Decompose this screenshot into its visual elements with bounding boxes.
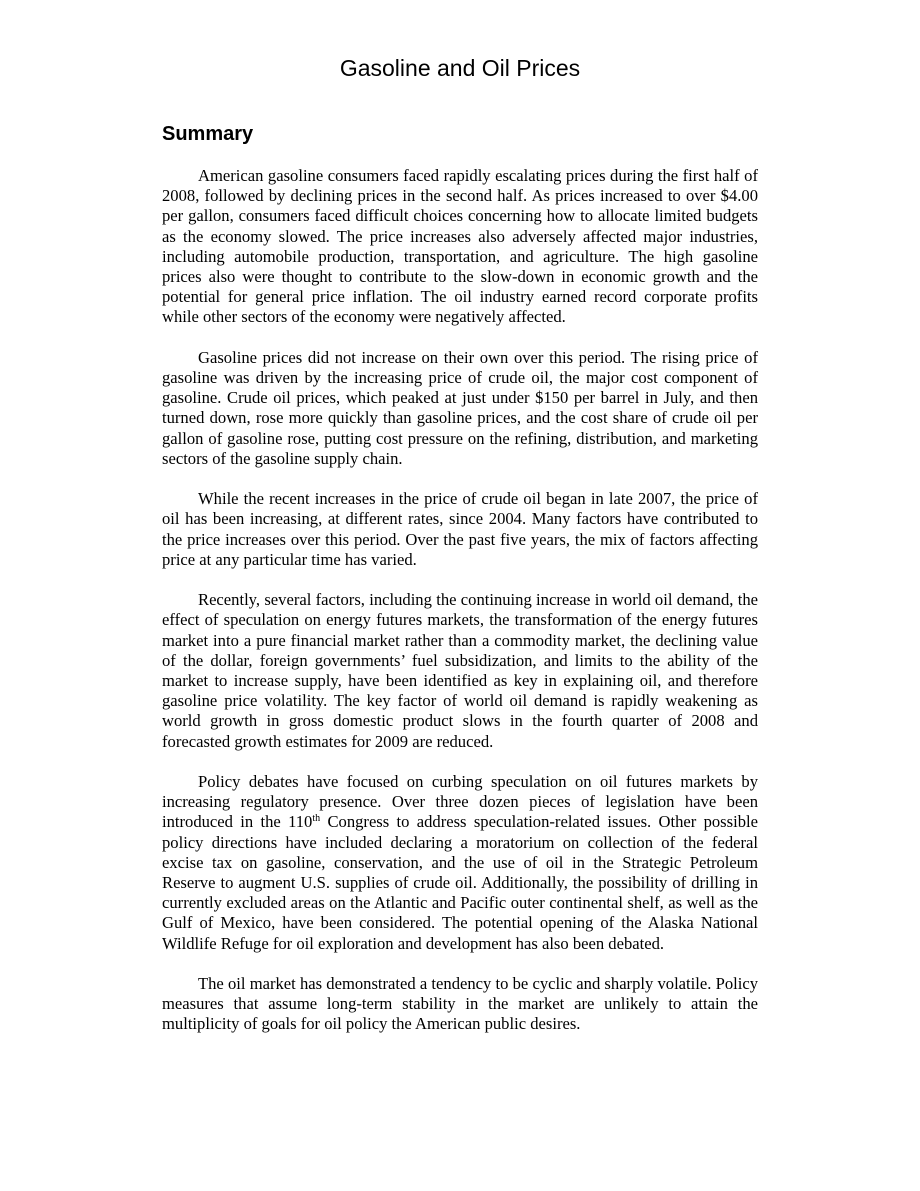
section-heading-summary: Summary	[162, 123, 254, 145]
paragraph-text-part: Policy debates have focused on curbing speculation on oil futures markets by increasing regulatory presence. Over three dozen pieces of legislation have been introduced in the 110	[162, 772, 758, 832]
paragraph: Gasoline prices did not increase on their own over this period. The rising price of gasoline was driven by the increasing price of crude oil, the major cost component of gasoline. Crude oil prices, which peaked at just under $150 per barrel in July, and then turned down, rose more quickly than gasoline prices, and the cost share of crude oil per gallon of gasoline rose, putting cost pressure on the refining, distribution, and marketing sectors of the gasoline supply chain.	[162, 347, 758, 468]
paragraph-policy-debates	[162, 772, 758, 954]
paragraph: American gasoline consumers faced rapidly escalating prices during the first half of 2008, followed by declining prices in the second half. As prices increased to over $4.00 per gallon, consumers faced difficult choices concerning how to allocate limited budgets as the economy slowed. The price increases also adversely affected major industries, including automobile production, transportation, and agriculture. The high gasoline prices also were thought to contribute to the slow-down in economic growth and the potential for general price inflation. The oil industry earned record corporate profits while other sectors of the economy were negatively affected.	[162, 166, 758, 327]
paragraph: Recently, several factors, including the continuing increase in world oil demand, the effect of speculation on energy futures markets, the transformation of the energy futures market into a pure financial market rather than a commodity market, the declining value of the dollar, foreign governments’ fuel subsidization, and limits to the ability of the market to increase supply, have been identified as key in explaining oil, and therefore gasoline price volatility. The key factor of world oil demand is rapidly weakening as world growth in gross domestic product slows in the fourth quarter of 2008 and forecasted growth estimates for 2009 are reduced.	[162, 590, 758, 751]
paragraph: The oil market has demonstrated a tendency to be cyclic and sharply volatile. Policy measures that assume long-term stability in the market are unlikely to attain the multiplicity of goals for oil policy the American public desires.	[162, 974, 758, 1034]
paragraph-text-part: Congress to address speculation-related issues. Other possible policy directions have included declaring a moratorium on collection of the federal excise tax on gasoline, conservation, and the use of oil in the Strategic Petroleum Reserve to augment U.S. supplies of crude oil. Additionally, the possibility of drilling in currently excluded areas on the Atlantic and Pacific outer continental shelf, as well as the Gulf of Mexico, have been considered. The potential opening of the Alaska National Wildlife Refuge for oil exploration and development has also been debated.	[162, 812, 758, 953]
paragraph: While the recent increases in the price of crude oil began in late 2007, the price of oil has been increasing, at different rates, since 2004. Many factors have contributed to the price increases over this period. Over the past five years, the mix of factors affecting price at any particular time has varied.	[162, 489, 758, 569]
ordinal-superscript: th	[312, 813, 321, 825]
document-title: Gasoline and Oil Prices	[339, 55, 581, 81]
summary-body	[162, 166, 758, 1035]
